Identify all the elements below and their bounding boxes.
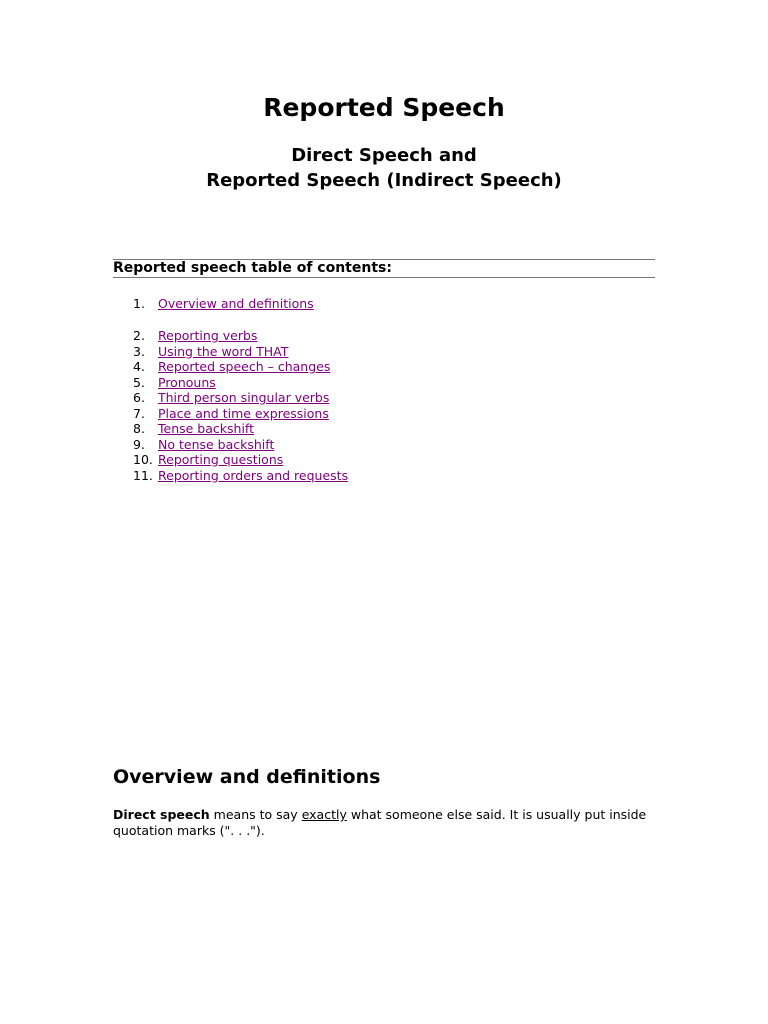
emphasis-exactly: exactly xyxy=(301,807,347,822)
term-direct-speech: Direct speech xyxy=(113,807,210,822)
toc-item xyxy=(133,296,533,312)
toc-item xyxy=(133,421,533,437)
toc-item-number: 6. xyxy=(133,390,145,405)
toc-item-number: 1. xyxy=(133,296,145,311)
toc-link-changes[interactable]: Reported speech – changes xyxy=(158,359,331,374)
para-text-1: means to say xyxy=(209,807,302,822)
toc-link-place-time[interactable]: Place and time expressions xyxy=(158,405,329,421)
toc-item xyxy=(133,437,533,453)
page-title: Reported Speech xyxy=(263,93,505,122)
subtitle-line-1: Direct Speech and xyxy=(291,145,477,166)
toc-link-using-that[interactable]: Using the word THAT xyxy=(158,343,289,359)
toc-item xyxy=(133,344,533,360)
toc-item xyxy=(133,359,533,375)
toc-item xyxy=(133,375,533,391)
toc-bottom-rule xyxy=(113,277,655,278)
toc-item-number: 11. xyxy=(133,467,153,483)
toc-item-number: 8. xyxy=(133,421,145,436)
toc-heading: Reported speech table of contents: xyxy=(113,260,392,276)
toc-item-number: 3. xyxy=(133,343,145,359)
toc-link-tense-backshift[interactable]: Tense backshift xyxy=(158,421,254,436)
toc-item xyxy=(133,406,533,422)
toc-link-reporting-verbs[interactable]: Reporting verbs xyxy=(158,328,258,343)
toc-item-number: 4. xyxy=(133,359,145,374)
toc-link-pronouns[interactable]: Pronouns xyxy=(158,374,216,390)
page-subtitle xyxy=(0,143,768,193)
toc-link-no-tense-backshift[interactable]: No tense backshift xyxy=(158,436,275,452)
toc-item-number: 5. xyxy=(133,374,145,390)
section-heading: Overview and definitions xyxy=(113,766,381,788)
toc-item-number: 9. xyxy=(133,436,145,452)
toc-item-number: 7. xyxy=(133,405,145,421)
para-text-2: what someone else said. It is usually put inside quotation marks (". . ."). xyxy=(113,807,647,838)
toc-link-reporting-questions[interactable]: Reporting questions xyxy=(158,452,284,467)
toc-link-third-person[interactable]: Third person singular verbs xyxy=(158,390,330,405)
toc-item xyxy=(133,390,533,406)
toc-item-number: 2. xyxy=(133,328,145,343)
toc-link-overview[interactable]: Overview and definitions xyxy=(158,296,314,311)
toc-item-number: 10. xyxy=(133,452,153,467)
subtitle-line-2: Reported Speech (Indirect Speech) xyxy=(206,170,562,191)
toc-item xyxy=(133,328,533,344)
toc-link-orders-requests[interactable]: Reporting orders and requests xyxy=(158,467,349,483)
toc-item xyxy=(133,468,533,484)
definition-paragraph xyxy=(113,807,673,839)
toc-item xyxy=(133,452,533,468)
